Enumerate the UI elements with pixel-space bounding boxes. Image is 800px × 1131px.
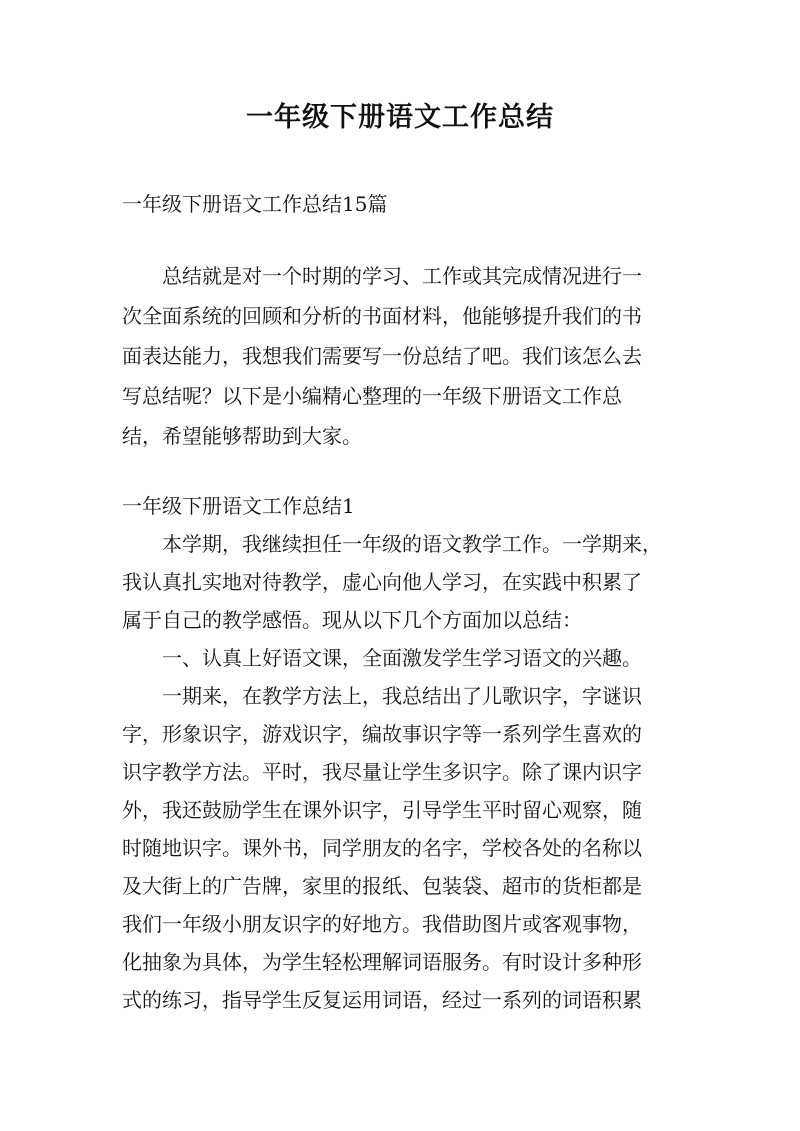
paragraph-line: 及大街上的广告牌，家里的报纸、包装袋、超市的货柜都是 — [122, 874, 642, 898]
intro-line-2: 次全面系统的回顾和分析的书面材料，他能够提升我们的书 — [122, 304, 642, 328]
intro-line-3: 面表达能力，我想我们需要写一份总结了吧。我们该怎么去 — [122, 344, 642, 368]
paragraph-line: 式的练习，指导学生反复运用词语，经过一系列的词语积累 — [122, 988, 642, 1012]
paragraph-line: 识字教学方法。平时，我尽量让学生多识字。除了课内识字 — [122, 760, 642, 784]
paragraph-line: 字，形象识字，游戏识字，编故事识字等一系列学生喜欢的 — [122, 722, 642, 746]
intro-line-4: 写总结呢？以下是小编精心整理的一年级下册语文工作总 — [122, 384, 622, 408]
paragraph-line: 我们一年级小朋友识字的好地方。我借助图片或客观事物， — [122, 912, 642, 936]
point-heading: 一、认真上好语文课，全面激发学生学习语文的兴趣。 — [162, 646, 642, 670]
paragraph-line: 化抽象为具体，为学生轻松理解词语服务。有时设计多种形 — [122, 950, 642, 974]
paragraph-line: 本学期，我继续担任一年级的语文教学工作。一学期来， — [162, 532, 662, 556]
paragraph-line: 一期来，在教学方法上，我总结出了儿歌识字，字谜识 — [162, 684, 642, 708]
paragraph-line: 我认真扎实地对待教学，虚心向他人学习，在实践中积累了 — [122, 570, 642, 594]
paragraph-line: 属于自己的教学感悟。现从以下几个方面加以总结： — [122, 608, 582, 632]
document-title: 一年级下册语文工作总结 — [246, 102, 554, 133]
intro-line-1: 总结就是对一个时期的学习、工作或其完成情况进行一 — [162, 264, 642, 288]
paragraph-line: 外，我还鼓励学生在课外识字，引导学生平时留心观察，随 — [122, 798, 642, 822]
intro-line-5: 结，希望能够帮助到大家。 — [122, 424, 362, 448]
document-subtitle: 一年级下册语文工作总结15篇 — [122, 192, 388, 216]
section-heading: 一年级下册语文工作总结1 — [122, 494, 355, 518]
paragraph-line: 时随地识字。课外书，同学朋友的名字，学校各处的名称以 — [122, 836, 642, 860]
